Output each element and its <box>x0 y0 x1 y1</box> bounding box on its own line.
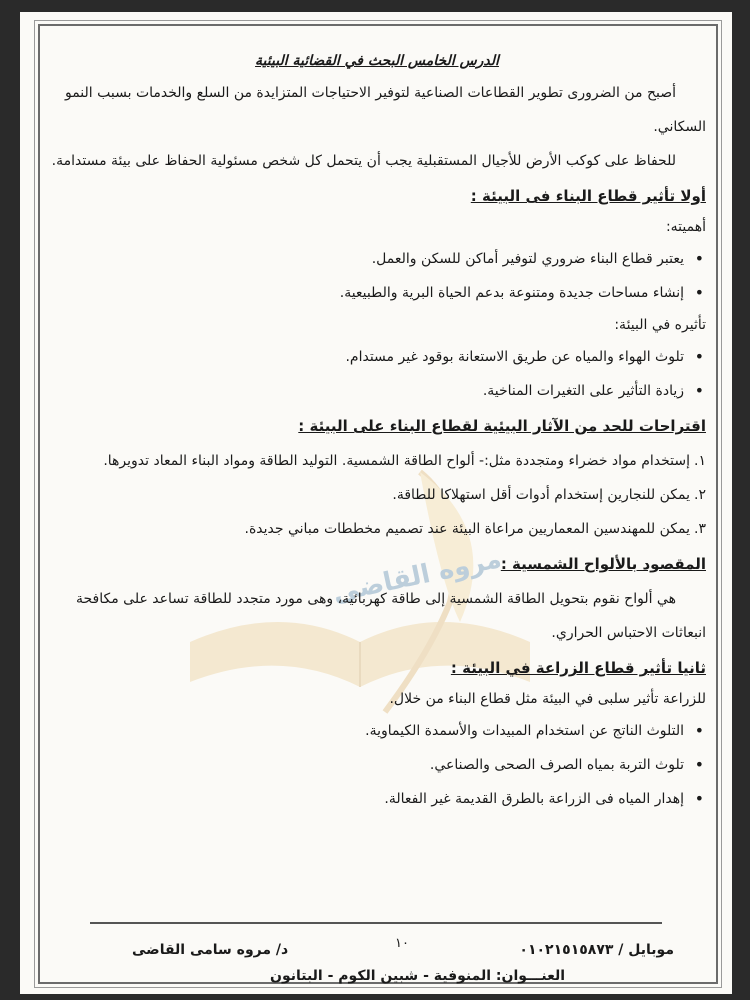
content <box>48 52 706 816</box>
agriculture-list <box>48 714 706 816</box>
item-number: ١. <box>694 453 706 470</box>
author-name: د/ مروه سامى القاضى <box>132 942 289 958</box>
proposals-list <box>48 444 706 546</box>
solar-heading: المقصود بالألواح الشمسية : <box>500 555 706 574</box>
mobile-number: موبايل / ٠١٠٢١٥١٥٨٧٣ <box>519 942 674 958</box>
item-number: ٣. <box>694 521 706 538</box>
watermark-text: مروه القاضى <box>330 543 505 609</box>
effects-list <box>48 340 706 408</box>
lesson-title: الدرس الخامس البحث في القضائية البيئية <box>255 53 499 69</box>
page-number: ١٠ <box>395 936 409 951</box>
item-text: إستخدام مواد خضراء ومتجددة مثل:- ألواح الطاقة الشمسية. التوليد الطاقة ومواد البناء المعاد تدويرها. <box>103 453 691 470</box>
list-item: • إنشاء مساحات جديدة ومتنوعة بدعم الحياة البرية والطبيعية. <box>48 276 684 310</box>
proposals-heading: اقتراحات للحد من الآثار البيئية لقطاع البناء على البيئة : <box>298 417 706 436</box>
list-item <box>48 478 706 512</box>
list-item <box>48 512 706 546</box>
list-item: • زيادة التأثير على التغيرات المناخية. <box>48 374 684 408</box>
section1-heading: أولا تأثير قطاع البناء فى البيئة : <box>470 187 706 206</box>
intro-paragraph-1: أصبح من الضرورى تطوير القطاعات الصناعية لتوفير الاحتياجات المتزايدة من السلع والخدمات بسبب النمو السكاني. <box>64 85 706 136</box>
effect-label: تأثيره في البيئة: <box>614 317 706 334</box>
item-text: يمكن للنجارين إستخدام أدوات أقل استهلاكا للطاقة. <box>392 487 691 504</box>
list-item: • إهدار المياه فى الزراعة بالطرق القديمة غير الفعالة. <box>48 782 684 816</box>
importance-list <box>48 242 706 310</box>
importance-label: أهميته: <box>665 219 706 236</box>
item-number: ٢. <box>694 487 706 504</box>
solar-definition: هي ألواح نقوم بتحويل الطاقة الشمسية إلى طاقة كهربائية، وهى مورد متجدد للطاقة تساعد على مكافحة انبعاثات الاحتباس الحراري. <box>75 591 706 642</box>
address: العنـــوان: المنوفية - شبين الكوم - البتانون <box>270 968 566 984</box>
list-item: • تلوث التربة بمياه الصرف الصحى والصناعي. <box>48 748 684 782</box>
section2-heading: ثانيا تأثير قطاع الزراعة في البيئة : <box>450 659 706 678</box>
list-item: • تلوث الهواء والمياه عن طريق الاستعانة بوقود غير مستدام. <box>48 340 684 374</box>
document-page <box>20 12 732 994</box>
item-text: يمكن للمهندسين المعماريين مراعاة البيئة عند تصميم مخططات مباني جديدة. <box>244 521 691 538</box>
list-item: • يعتبر قطاع البناء ضروري لتوفير أماكن للسكن والعمل. <box>48 242 684 276</box>
intro-paragraph-2: للحفاظ على كوكب الأرض للأجيال المستقبلية يجب أن يتحمل كل شخص مسئولية الحفاظ على بيئة مستدامة. <box>51 153 676 170</box>
section2-intro: للزراعة تأثير سلبى في البيئة مثل قطاع البناء من خلال. <box>389 691 706 708</box>
list-item: • التلوث الناتج عن استخدام المبيدات والأسمدة الكيماوية. <box>48 714 684 748</box>
footer-divider <box>90 922 662 924</box>
list-item <box>48 444 706 478</box>
